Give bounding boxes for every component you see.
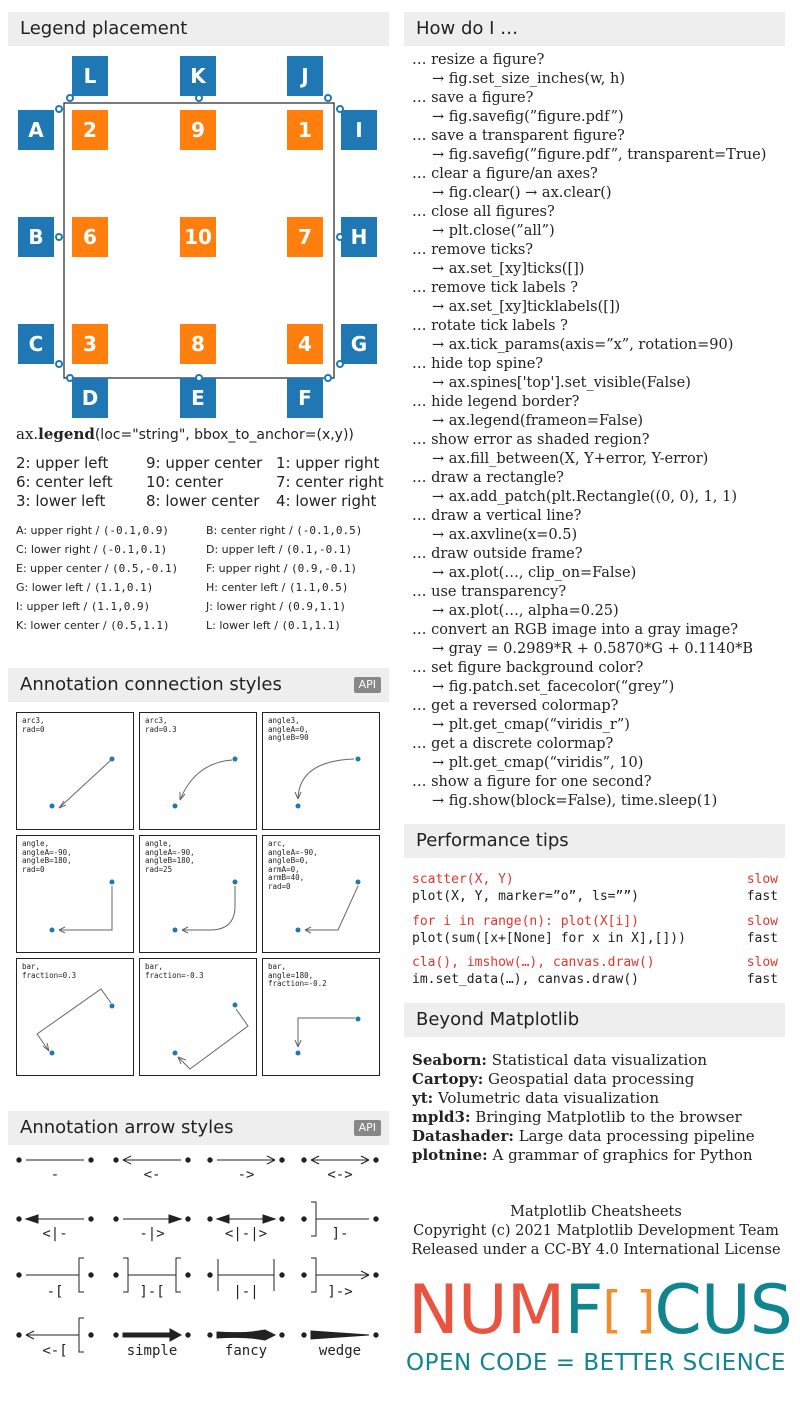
howto-answer: → plt.close(”all”)	[432, 223, 555, 239]
connection-panel-bar-m03	[139, 958, 257, 1076]
connection-label: angle, angleA=-90, angleB=180, rad=0	[22, 839, 72, 874]
arrow-section-header	[8, 1111, 389, 1145]
arrow-label: |-|	[233, 1284, 259, 1300]
arrow-label: -	[50, 1167, 60, 1183]
anchor-item: L: lower left / (0.1,1.1)	[206, 619, 342, 632]
arrow-label: <|-|>	[224, 1226, 268, 1242]
arrow-label: <-[	[42, 1343, 68, 1359]
anchor-item: E: upper center / (0.5,-0.1)	[16, 562, 179, 575]
connection-panel-angle-rad25	[139, 835, 257, 953]
howto-answer: → fig.savefig(”figure.pdf”)	[432, 109, 624, 125]
howto-answer: → fig.show(block=False), time.sleep(1)	[432, 793, 718, 809]
connection-arrow	[263, 713, 381, 831]
legend-outer-I: I	[341, 110, 377, 150]
anchor-dot-D	[66, 374, 74, 382]
arrow-label: -[	[46, 1284, 64, 1300]
connection-arrow	[17, 959, 135, 1077]
anchor-item: B: center right / (-0.1,0.5)	[206, 524, 363, 537]
legend-outer-J: J	[287, 56, 323, 96]
anchor-item: K: lower center / (0.5,1.1)	[16, 619, 170, 632]
numfocus-wordmark	[408, 1270, 792, 1351]
performance-section-title: Performance tips	[416, 830, 569, 851]
performance-code: plot(sum([x+[None] for x in X],[]))	[412, 931, 686, 946]
howto-section-title: How do I …	[416, 18, 519, 39]
arrow-section-title: Annotation arrow styles	[20, 1117, 234, 1138]
anchor-dot-H	[336, 233, 344, 241]
howto-answer: → plt.get_cmap(“viridis”, 10)	[432, 755, 644, 771]
legend-inner-9: 9	[180, 110, 216, 150]
howto-section-header	[404, 12, 785, 46]
loc-item: 6: center left	[16, 473, 113, 491]
arrow-api-badge[interactable]: API	[354, 1120, 381, 1136]
anchor-dot-K	[195, 94, 203, 102]
connection-arrow	[140, 959, 258, 1077]
legend-outer-D: D	[72, 378, 108, 418]
howto-question: … resize a figure?	[412, 52, 545, 68]
legend-inner-2: 2	[72, 110, 108, 150]
legend-outer-A: A	[18, 110, 54, 150]
howto-answer: → ax.set_[xy]ticks([])	[432, 261, 585, 277]
connection-panel-arc3-rad03	[139, 712, 257, 830]
connection-panel-arc3-rad0	[16, 712, 134, 830]
performance-speed: slow	[746, 914, 778, 929]
anchor-item: D: upper left / (0.1,-0.1)	[206, 543, 353, 556]
anchor-dot-G	[336, 360, 344, 368]
connection-arrow	[263, 959, 381, 1077]
howto-answer: → ax.set_[xy]ticklabels([])	[432, 299, 621, 315]
footer-copyright: Copyright (c) 2021 Matplotlib Development Team	[413, 1223, 779, 1239]
legend-inner-4: 4	[287, 324, 323, 364]
howto-question: … set figure background color?	[412, 660, 644, 676]
howto-question: … remove ticks?	[412, 242, 534, 258]
legend-inner-3: 3	[72, 324, 108, 364]
loc-item: 8: lower center	[146, 492, 260, 510]
loc-item: 10: center	[146, 473, 224, 491]
connection-panel-bar-03	[16, 958, 134, 1076]
howto-question: … close all figures?	[412, 204, 555, 220]
anchor-item: I: upper left / (1.1,0.9)	[16, 600, 151, 613]
anchor-dot-C	[55, 360, 63, 368]
connection-section-title: Annotation connection styles	[20, 674, 282, 695]
howto-question: … clear a figure/an axes?	[412, 166, 598, 182]
numfocus-bracket: [ ]	[602, 1281, 655, 1339]
howto-answer: → fig.set_size_inches(w, h)	[432, 71, 625, 87]
howto-answer: → ax.plot(…, alpha=0.25)	[432, 603, 619, 619]
anchor-dot-L	[66, 94, 74, 102]
howto-question: … draw a rectangle?	[412, 470, 564, 486]
performance-code: im.set_data(…), canvas.draw()	[412, 972, 639, 987]
anchor-dot-F	[324, 374, 332, 382]
howto-question: … show error as shaded region?	[412, 432, 650, 448]
legend-call	[16, 425, 354, 443]
legend-outer-K: K	[180, 56, 216, 96]
legend-call-prefix: ax.	[16, 425, 39, 443]
connection-arrow	[140, 713, 258, 831]
numfocus-logo	[404, 1270, 792, 1390]
arrow-label: -|>	[139, 1226, 165, 1242]
howto-question: … draw a vertical line?	[412, 508, 582, 524]
howto-question: … draw outside frame?	[412, 546, 583, 562]
connection-label: angle, angleA=-90, angleB=180, rad=25	[145, 839, 195, 874]
beyond-item: Seaborn: Statistical data visualization	[412, 1051, 708, 1069]
loc-item: 7: center right	[276, 473, 384, 491]
performance-speed: fast	[746, 972, 778, 987]
connection-label: bar, fraction=0.3	[22, 962, 77, 980]
legend-outer-H: H	[341, 217, 377, 257]
howto-question: … get a discrete colormap?	[412, 736, 614, 752]
connection-api-badge[interactable]: API	[354, 677, 381, 693]
arrow-label: simple	[126, 1343, 178, 1359]
anchor-dot-B	[55, 233, 63, 241]
loc-item: 2: upper left	[16, 454, 109, 472]
howto-answer: → ax.spines['top'].set_visible(False)	[432, 375, 691, 391]
connection-label: arc3, rad=0.3	[145, 716, 177, 734]
performance-section-header	[404, 824, 785, 858]
connection-label: arc, angleA=-90, angleB=0, armA=0, armB=40, rad=0	[268, 839, 318, 891]
performance-code: plot(X, Y, marker=”o”, ls=””)	[412, 889, 639, 904]
anchor-dot-J	[324, 94, 332, 102]
anchor-item: A: upper right / (-0.1,0.9)	[16, 524, 170, 537]
howto-question: … remove tick labels ?	[412, 280, 579, 296]
howto-answer: → plt.get_cmap(“viridis_r”)	[432, 717, 630, 733]
howto-question: … show a figure for one second?	[412, 774, 652, 790]
beyond-section-title: Beyond Matplotlib	[416, 1009, 580, 1030]
arrow-label: wedge	[318, 1343, 362, 1359]
numfocus-num: NUM	[408, 1271, 565, 1350]
connection-arrow	[17, 713, 135, 831]
beyond-item: Datashader: Large data processing pipeline	[412, 1127, 755, 1145]
legend-outer-B: B	[18, 217, 54, 257]
legend-outer-E: E	[180, 378, 216, 418]
connection-panel-bar-angle180	[262, 958, 380, 1076]
howto-answer: → gray = 0.2989*R + 0.5870*G + 0.1140*B	[432, 641, 754, 657]
performance-speed: fast	[746, 889, 778, 904]
performance-speed: slow	[746, 872, 778, 887]
arrow-label: ->	[237, 1167, 255, 1183]
connection-panel-angle-rad0	[16, 835, 134, 953]
howto-question: … get a reversed colormap?	[412, 698, 619, 714]
performance-code: for i in range(n): plot(X[i])	[412, 914, 639, 929]
connection-section-header	[8, 668, 389, 702]
performance-code: cla(), imshow(…), canvas.draw()	[412, 955, 655, 970]
legend-call-args: (loc="string", bbox_to_anchor=(x,y))	[94, 427, 354, 443]
arrow-label: <-	[143, 1167, 161, 1183]
connection-arrow	[263, 836, 381, 954]
connection-panel-arc	[262, 835, 380, 953]
anchor-item: C: lower right / (-0.1,0.1)	[16, 543, 168, 556]
legend-diagram	[0, 50, 400, 425]
arrow-label: ]->	[327, 1284, 353, 1300]
howto-answer: → fig.clear() → ax.clear()	[432, 185, 612, 201]
performance-code: scatter(X, Y)	[412, 872, 514, 887]
anchor-dot-A	[55, 105, 63, 113]
howto-question: … save a figure?	[412, 90, 534, 106]
legend-call-func: legend	[38, 425, 95, 443]
beyond-section-header	[404, 1003, 785, 1037]
howto-answer: → ax.plot(…, clip_on=False)	[432, 565, 637, 581]
legend-outer-F: F	[287, 378, 323, 418]
howto-answer: → ax.legend(frameon=False)	[432, 413, 644, 429]
connection-label: bar, angle=180, fraction=-0.2	[268, 962, 327, 988]
legend-inner-8: 8	[180, 324, 216, 364]
howto-question: … use transparency?	[412, 584, 567, 600]
connection-panel-angle3	[262, 712, 380, 830]
howto-answer: → ax.axvline(x=0.5)	[432, 527, 578, 543]
legend-outer-C: C	[18, 324, 54, 364]
loc-item: 1: upper right	[276, 454, 380, 472]
howto-answer: → ax.add_patch(plt.Rectangle((0, 0), 1, 1)	[432, 489, 737, 505]
anchor-dot-I	[336, 105, 344, 113]
arrow-label: <|-	[42, 1226, 68, 1242]
numfocus-cus: CUS	[654, 1271, 792, 1350]
arrow-label: <->	[327, 1167, 353, 1183]
performance-speed: slow	[746, 955, 778, 970]
loc-item: 3: lower left	[16, 492, 106, 510]
beyond-item: plotnine: A grammar of graphics for Python	[412, 1146, 753, 1164]
howto-question: … hide top spine?	[412, 356, 544, 372]
howto-answer: → fig.savefig(”figure.pdf”, transparent=True)	[432, 147, 767, 163]
connection-arrow	[140, 836, 258, 954]
loc-item: 9: upper center	[146, 454, 263, 472]
anchor-item: H: center left / (1.1,0.5)	[206, 581, 349, 594]
legend-outer-L: L	[72, 56, 108, 96]
howto-answer: → ax.tick_params(axis=”x”, rotation=90)	[432, 337, 734, 353]
numfocus-tagline: OPEN CODE = BETTER SCIENCE	[406, 1350, 786, 1376]
connection-label: angle3, angleA=0, angleB=90	[268, 716, 309, 742]
howto-answer: → ax.fill_between(X, Y+error, Y-error)	[432, 451, 709, 467]
connection-label: arc3, rad=0	[22, 716, 45, 734]
footer-title: Matplotlib Cheatsheets	[510, 1204, 682, 1220]
legend-outer-G: G	[341, 324, 377, 364]
howto-answer: → fig.patch.set_facecolor(“grey”)	[432, 679, 675, 695]
loc-item: 4: lower right	[276, 492, 377, 510]
footer-license: Released under a CC-BY 4.0 International License	[411, 1242, 781, 1258]
beyond-item: mpld3: Bringing Matplotlib to the browser	[412, 1108, 742, 1126]
arrow-label: fancy	[224, 1343, 268, 1359]
beyond-item: yt: Volumetric data visualization	[412, 1089, 659, 1107]
anchor-item: F: upper right / (0.9,-0.1)	[206, 562, 358, 575]
howto-question: … convert an RGB image into a gray image?	[412, 622, 739, 638]
beyond-item: Cartopy: Geospatial data processing	[412, 1070, 695, 1088]
anchor-item: J: lower right / (0.9,1.1)	[206, 600, 347, 613]
legend-inner-10: 10	[180, 217, 216, 257]
legend-inner-6: 6	[72, 217, 108, 257]
arrow-label: ]-[	[139, 1284, 165, 1300]
legend-inner-1: 1	[287, 110, 323, 150]
connection-arrow	[17, 836, 135, 954]
howto-question: … save a transparent figure?	[412, 128, 625, 144]
howto-question: … hide legend border?	[412, 394, 580, 410]
arrow-label: ]-	[331, 1226, 349, 1242]
performance-speed: fast	[746, 931, 778, 946]
connection-label: bar, fraction=-0.3	[145, 962, 204, 980]
legend-section-header	[8, 12, 389, 46]
legend-inner-7: 7	[287, 217, 323, 257]
anchor-item: G: lower left / (1.1,0.1)	[16, 581, 154, 594]
numfocus-f: F	[564, 1271, 603, 1350]
anchor-dot-E	[195, 374, 203, 382]
howto-question: … rotate tick labels ?	[412, 318, 568, 334]
legend-section-title: Legend placement	[20, 18, 188, 39]
